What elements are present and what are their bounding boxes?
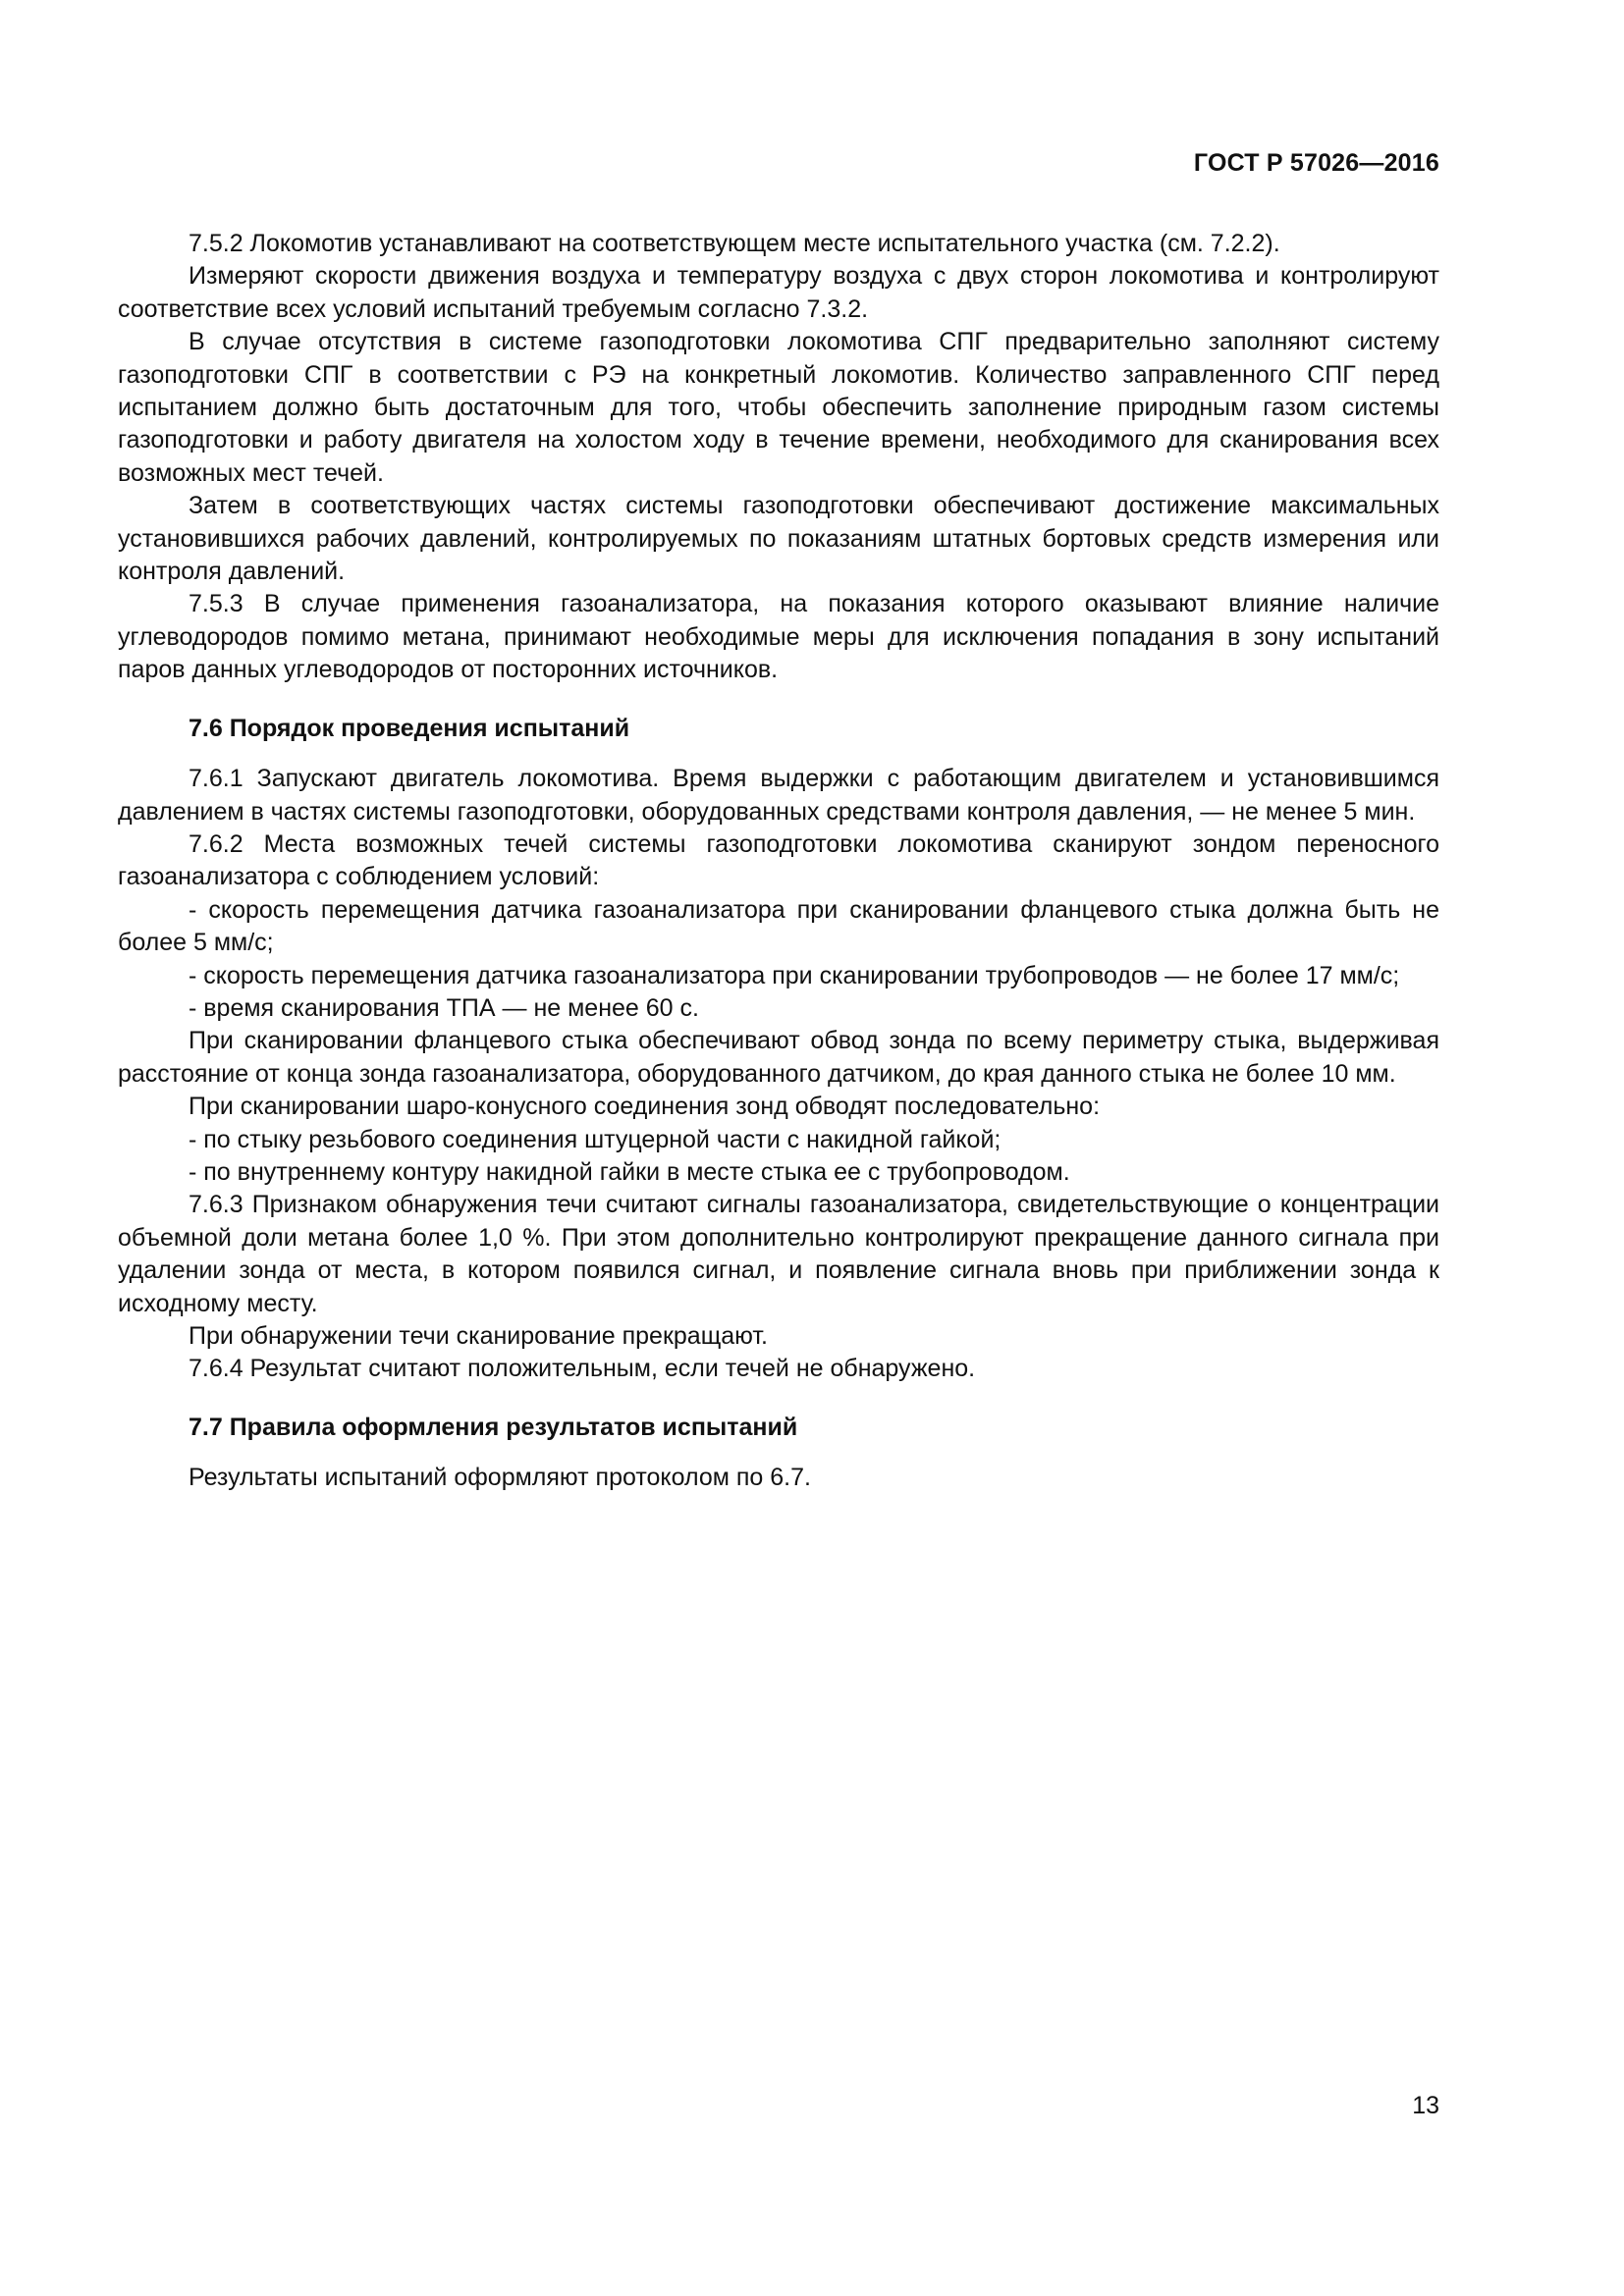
paragraph: Измеряют скорости движения воздуха и температуру воздуха с двух сторон локомотива и контролируют соответствие всех условий испытаний требуемым согласно 7.3.2. (118, 262, 1439, 323)
list-item: - время сканирования ТПА — не менее 60 с. (189, 993, 699, 1022)
paragraph: 7.5.2 Локомотив устанавливают на соответствующем месте испытательного участка (см. 7.2.2). (189, 230, 1280, 257)
paragraph: 7.6.2 Места возможных течей системы газоподготовки локомотива сканируют зондом переносного газоанализатора с соблюдением условий: (118, 829, 1439, 891)
spacer (118, 1386, 1439, 1412)
paragraph: 7.5.3 В случае применения газоанализатора, на показания которого оказывают влияние наличие углеводородов помимо метана, принимают необходимые меры для исключения попадания в зону испытаний паров данных углеводородов от посторонних источников. (118, 590, 1439, 684)
paragraph: Затем в соответствующих частях системы газоподготовки обеспечивают достижение максимальных установившихся рабочих давлений, контролируемых по показаниям штатных бортовых средств измерения или контроля давлений. (118, 492, 1439, 586)
spacer (118, 745, 1439, 763)
list-item: - по внутреннему контуру накидной гайки в месте стыка ее с трубопроводом. (189, 1157, 1070, 1186)
paragraph: При сканировании фланцевого стыка обеспечивают обвод зонда по всему периметру стыка, выдерживая расстояние от конца зонда газоанализатора, оборудованного датчиком, до края данного стыка не более 10 мм. (118, 1027, 1439, 1088)
page-number: 13 (1412, 2092, 1439, 2119)
document-body (118, 228, 1439, 1495)
document-code: ГОСТ Р 57026—2016 (1193, 149, 1439, 177)
section-heading: 7.7 Правила оформления результатов испытаний (189, 1413, 798, 1441)
paragraph: 7.6.4 Результат считают положительным, если течей не обнаружено. (189, 1355, 976, 1383)
list-item: - скорость перемещения датчика газоанализатора при сканировании фланцевого стыка должна быть не более 5 мм/с; (118, 895, 1439, 957)
spacer (118, 687, 1439, 713)
list-item: - скорость перемещения датчика газоанализатора при сканировании трубопроводов — не более 17 мм/с; (189, 961, 1400, 989)
paragraph: Результаты испытаний оформляют протоколом по 6.7. (189, 1464, 811, 1492)
paragraph: 7.6.1 Запускают двигатель локомотива. Время выдержки с работающим двигателем и установившимся давлением в частях системы газоподготовки, оборудованных средствами контроля давления, — не менее 5 мин. (118, 765, 1439, 826)
list-item: - по стыку резьбового соединения штуцерной части с накидной гайкой; (189, 1125, 1001, 1153)
paragraph: В случае отсутствия в системе газоподготовки локомотива СПГ предварительно заполняют систему газоподготовки СПГ в соответствии с РЭ на конкретный локомотив. Количество заправленного СПГ перед испытанием должно быть достаточным для того, чтобы обеспечить заполнение природным газом системы газоподготовки и работу двигателя на холостом ходу в течение времени, необходимого для сканирования всех возможных мест течей. (118, 328, 1439, 487)
section-heading: 7.6 Порядок проведения испытаний (189, 714, 630, 742)
spacer (118, 1444, 1439, 1462)
paragraph: При обнаружении течи сканирование прекращают. (189, 1322, 768, 1350)
paragraph: 7.6.3 Признаком обнаружения течи считают сигналы газоанализатора, свидетельствующие о концентрации объемной доли метана более 1,0 %. При этом дополнительно контролируют прекращение данного сигнала при удалении зонда от места, в котором появился сигнал, и появление сигнала вновь при приближении зонда к исходному месту. (118, 1191, 1439, 1317)
paragraph: При сканировании шаро-конусного соединения зонд обводят последовательно: (189, 1093, 1101, 1121)
